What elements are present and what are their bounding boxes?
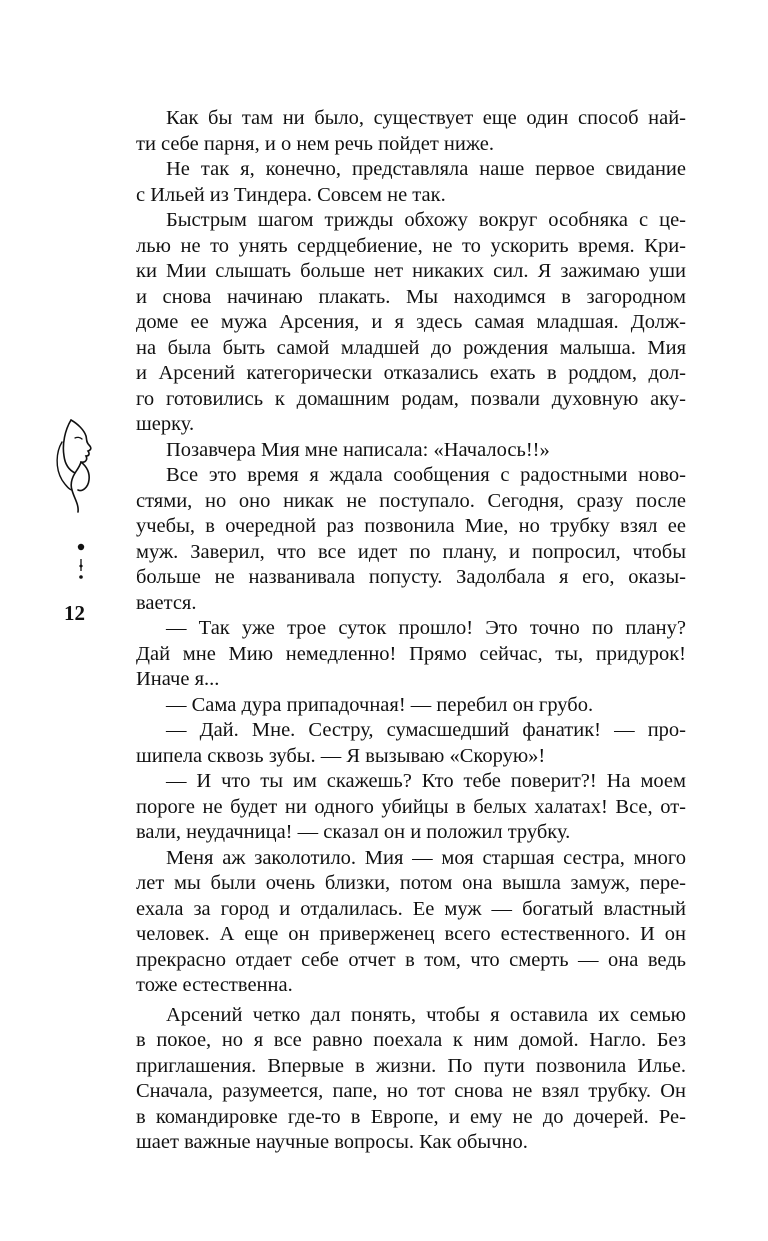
text-line: вали, неудачница! — сказал он и положил трубку. xyxy=(136,821,571,843)
text-line: — И что ты им скажешь? Кто тебе поверит?! На моем xyxy=(166,770,686,792)
text-line: муж. Заверил, что все идет по плану, и попросил, чтобы xyxy=(136,540,686,563)
text-column xyxy=(136,106,686,1156)
text-line: Иначе я... xyxy=(136,668,220,690)
page-number: 12 xyxy=(64,601,85,625)
text-line: — Дай. Мне. Сестру, сумасшедший фанатик! — про- xyxy=(166,719,686,741)
text-line: вается. xyxy=(136,591,197,614)
text-line: доме ее мужа Арсения, и я здесь самая младшая. Долж- xyxy=(136,311,686,333)
text-line: в покое, но я все равно поехала к ним домой. Нагло. Без xyxy=(136,1029,686,1051)
text-line: в командировке где-то в Европе, и ему не до дочерей. Ре- xyxy=(136,1105,686,1128)
text-line: Позавчера Мия мне написала: «Началось!!» xyxy=(166,438,550,461)
text-line: шипела сквозь зубы. — Я вызываю «Скорую»! xyxy=(136,744,546,767)
text-line: Все это время я ждала сообщения с радостными ново- xyxy=(166,464,686,486)
text-line: ехала за город и отдалилась. Ее муж — богатый властный xyxy=(136,897,686,920)
dialogue-paragraph xyxy=(136,616,686,693)
dialogue-paragraph xyxy=(136,693,686,719)
text-line: приглашения. Впервые в жизни. По пути позвонила Илье. xyxy=(136,1054,686,1077)
text-line: го готовились к домашним родам, позвали духовную аку- xyxy=(136,387,686,410)
text-line: Арсений четко дал понять, чтобы я оставила их семью xyxy=(166,1003,686,1026)
face-line-art-icon xyxy=(48,418,118,528)
text-line: человек. А еще он приверженец всего естественного. И он xyxy=(136,923,686,945)
text-line: лет мы были очень близки, потом она вышла замуж, пере- xyxy=(136,872,686,894)
text-line: шает важные научные вопросы. Как обычно. xyxy=(136,1131,528,1153)
text-line: учебы, в очередной раз позвонила Мие, но трубку взял ее xyxy=(136,515,686,537)
text-line: с Ильей из Тиндера. Совсем не так. xyxy=(136,183,446,206)
text-line: Сначала, разумеется, папе, но тот снова не взял трубку. Он xyxy=(136,1080,686,1102)
text-line: Как бы там ни было, существует еще один способ най- xyxy=(166,107,686,129)
text-line: Дай мне Мию немедленно! Прямо сейчас, ты, придурок! xyxy=(136,642,686,665)
text-line: Меня аж заколотило. Мия — моя старшая сестра, много xyxy=(166,846,686,869)
text-line: — Сама дура припадочная! — перебил он грубо. xyxy=(166,693,594,716)
text-line: и Арсений категорически отказались ехать в роддом, дол- xyxy=(136,362,686,384)
paragraph xyxy=(136,463,686,616)
text-line: — Так уже трое суток прошло! Это точно по плану? xyxy=(166,617,686,639)
text-line: и снова начинаю плакать. Мы находимся в загородном xyxy=(136,285,686,308)
paragraph xyxy=(136,1003,686,1156)
paragraph xyxy=(136,157,686,208)
dialogue-paragraph xyxy=(136,718,686,769)
text-line: больше не названивала попусту. Задолбала я его, оказы- xyxy=(136,566,686,588)
text-line: стями, но оно никак не поступало. Сегодня, сразу после xyxy=(136,489,686,512)
text-line: тоже естественна. xyxy=(136,974,293,996)
paragraph xyxy=(136,846,686,999)
text-line: прекрасно отдает себе отчет в том, что смерть — она ведь xyxy=(136,948,686,971)
text-line: ти себе парня, и о нем речь пойдет ниже. xyxy=(136,132,494,155)
margin-decoration xyxy=(48,418,118,588)
ornament-dots-icon xyxy=(48,533,118,593)
dialogue-paragraph xyxy=(136,769,686,846)
paragraph xyxy=(136,438,686,464)
text-line: лью не то унять сердцебиение, не то ускорить время. Кри- xyxy=(136,234,686,257)
paragraph xyxy=(136,106,686,157)
text-line: на была быть самой младшей до рождения малыша. Мия xyxy=(136,336,686,359)
text-line: ки Мии слышать больше нет никаких сил. Я зажимаю уши xyxy=(136,260,686,282)
text-line: Быстрым шагом трижды обхожу вокруг особняка с це- xyxy=(166,209,686,231)
text-line: шерку. xyxy=(136,413,195,435)
paragraph xyxy=(136,208,686,438)
text-line: пороге не будет ни одного убийцы в белых халатах! Все, от- xyxy=(136,795,686,818)
text-line: Не так я, конечно, представляла наше первое свидание xyxy=(166,158,686,180)
